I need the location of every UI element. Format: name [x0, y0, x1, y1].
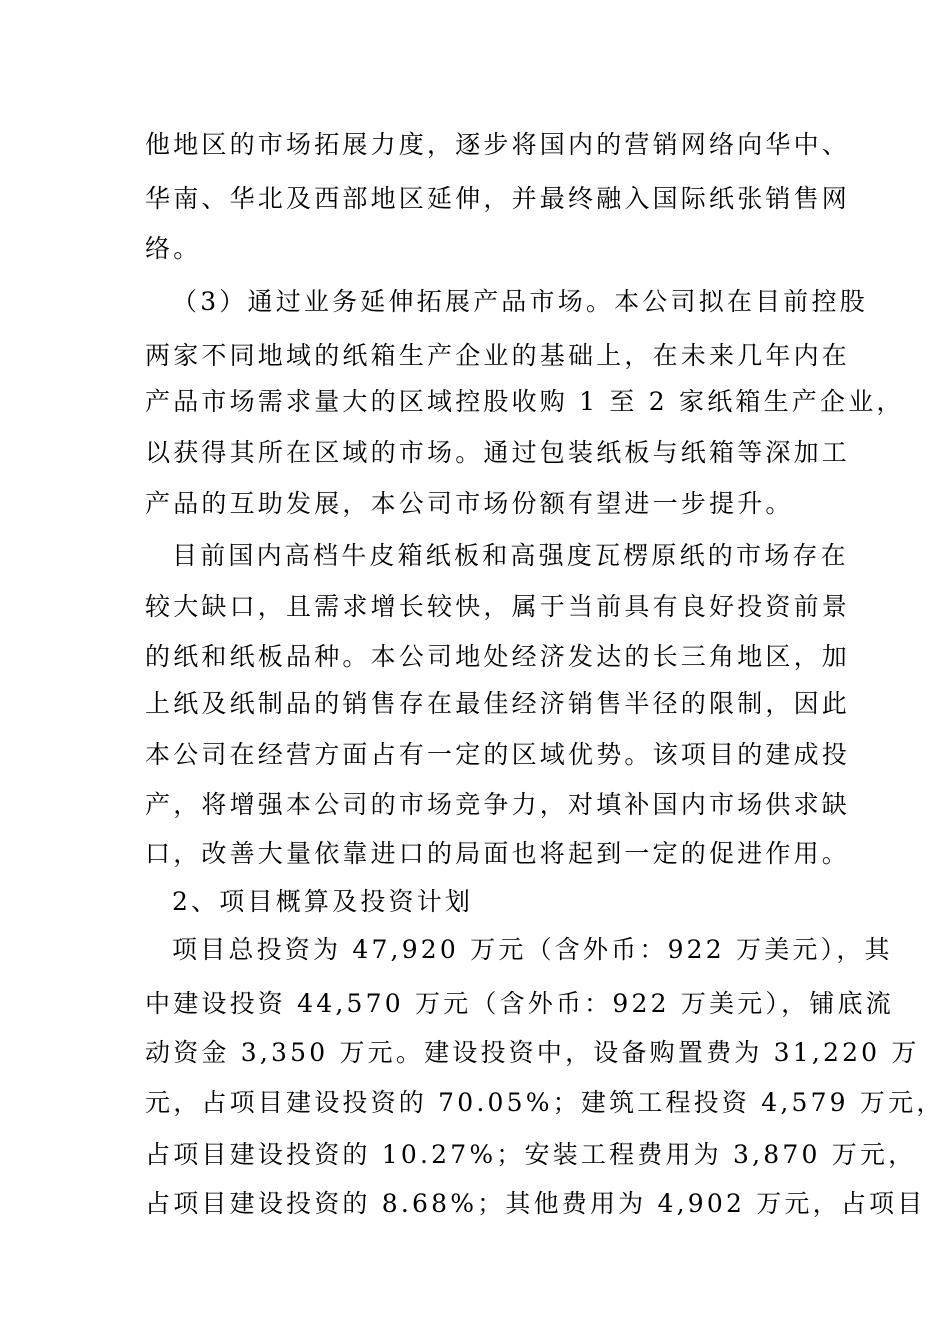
text-line: 产，将增强本公司的市场竞争力，对填补国内市场供求缺 [145, 790, 851, 819]
text-line: 他地区的市场拓展力度，逐步将国内的营销网络向华中、 [145, 130, 851, 159]
text-line: 本公司在经营方面占有一定的区域优势。该项目的建成投 [145, 740, 851, 769]
text-line: 产品的互助发展，本公司市场份额有望进一步提升。 [145, 489, 794, 518]
text-line: 的纸和纸板品种。本公司地处经济发达的长三角地区，加 [145, 642, 851, 671]
text-line: 中建设投资 44,570 万元（含外币：922 万美元），铺底流 [145, 989, 894, 1018]
text-line: 华南、华北及西部地区延伸，并最终融入国际纸张销售网 [145, 184, 851, 213]
text-line: 两家不同地域的纸箱生产企业的基础上，在未来几年内在 [145, 341, 851, 370]
text-line: 以获得其所在区域的市场。通过包装纸板与纸箱等深加工 [145, 438, 851, 467]
text-line: 上纸及纸制品的销售存在最佳经济销售半径的限制，因此 [145, 689, 851, 718]
text-line: 占项目建设投资的 10.27%；安装工程费用为 3,870 万元， [145, 1140, 917, 1169]
text-line: 产品市场需求量大的区域控股收购 1 至 2 家纸箱生产企业， [145, 387, 905, 416]
text-line: 口，改善大量依靠进口的局面也将起到一定的促进作用。 [145, 839, 851, 868]
text-line: 目前国内高档牛皮箱纸板和高强度瓦楞原纸的市场存在 [172, 541, 849, 570]
text-line: 占项目建设投资的 8.68%；其他费用为 4,902 万元，占项目 [145, 1189, 926, 1218]
text-line: 动资金 3,350 万元。建设投资中，设备购置费为 31,220 万 [145, 1038, 920, 1067]
text-line: 络。 [145, 234, 202, 263]
text-line: 项目总投资为 47,920 万元（含外币：922 万美元），其 [172, 935, 893, 964]
text-line: 元，占项目建设投资的 70.05%；建筑工程投资 4,579 万元， [145, 1088, 945, 1117]
text-line: （3）通过业务延伸拓展产品市场。本公司拟在目前控股 [172, 287, 868, 316]
section-heading: 2、项目概算及投资计划 [172, 887, 474, 916]
text-line: 较大缺口，且需求增长较快，属于当前具有良好投资前景 [145, 592, 851, 621]
